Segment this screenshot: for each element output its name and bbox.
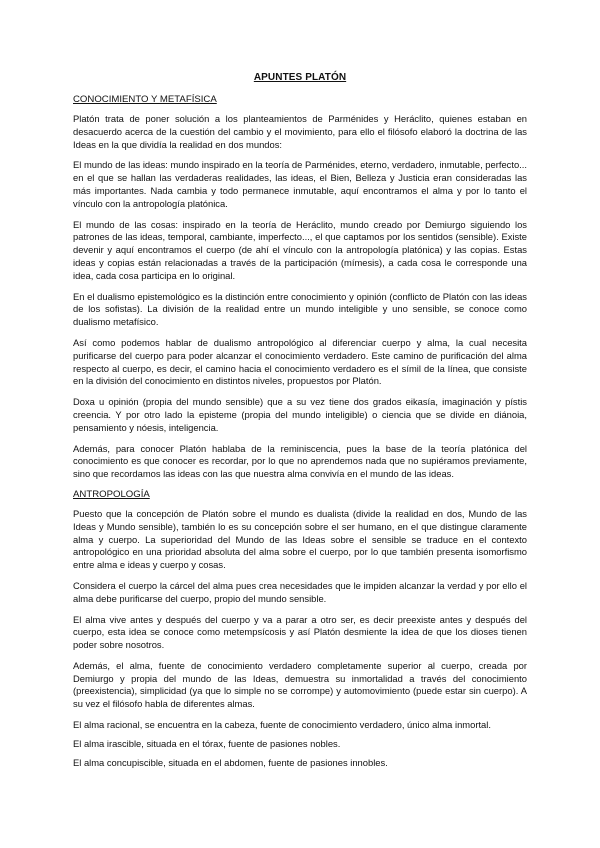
paragraph: El alma racional, se encuentra en la cabeza, fuente de conocimiento verdadero, único alma inmortal. bbox=[73, 719, 491, 731]
paragraph: En el dualismo epistemológico es la distinción entre conocimiento y opinión (conflicto de Platón con las ideas de los sofistas). La división de la realidad entre un mundo inteligible y uno sensible, se conoce como dualismo metafísico. bbox=[73, 290, 527, 328]
paragraph: Platón trata de poner solución a los planteamientos de Parménides y Heráclito, quienes estaban en desacuerdo acerca de la cuestión del cambio y el movimiento, para ello el filósofo elaboró la doctrina de las Ideas en la que dividía la realidad en dos mundos: bbox=[73, 113, 527, 150]
section-heading-antropologia: ANTROPOLOGÍA bbox=[73, 488, 150, 500]
paragraph: El alma vive antes y después del cuerpo y va a parar a otro ser, es decir preexiste antes y después del cuerpo, esta idea se conoce como metempsícosis y así Platón desmiente la idea de que los dioses tienen poder sobre nosotros. bbox=[73, 613, 527, 651]
document-title: APUNTES PLATÓN bbox=[253, 72, 347, 83]
paragraph: Doxa u opinión (propia del mundo sensible) que a su vez tiene dos grados eikasía, imaginación y pístis creencia. Y por otro lado la episteme (propia del mundo inteligible) o ciencia que se divide en diánoia, pensamiento y nóesis, inteligencia. bbox=[73, 396, 527, 433]
paragraph: Además, para conocer Platón hablaba de la reminiscencia, pues la base de la teoría platónica del conocimiento es que conocer es recordar, por lo que no aprendemos nada que no supiéramos previamente, sino que recordamos las ideas con las que nuestra alma convivía en el mundo de las ideas. bbox=[73, 442, 527, 480]
paragraph: El alma irascible, situada en el tórax, fuente de pasiones nobles. bbox=[73, 737, 341, 749]
paragraph: Además, el alma, fuente de conocimiento verdadero completamente superior al cuerpo, creada por Demiurgo y propia del mundo de las Ideas, demuestra su inmortalidad a través del conocimiento (preexistencia), simplicidad (ya que lo simple no se corrompe) y automovimiento (puede estar sin cuerpo). A su vez el filósofo habla de diferentes almas. bbox=[73, 659, 527, 710]
paragraph: Considera el cuerpo la cárcel del alma pues crea necesidades que le impiden alcanzar la verdad y por ello el alma debe purificarse del cuerpo, propio del mundo sensible. bbox=[73, 579, 527, 604]
paragraph: El alma concupiscible, situada en el abdomen, fuente de pasiones innobles. bbox=[73, 756, 388, 768]
section-heading-conocimiento: CONOCIMIENTO Y METAFÍSICA bbox=[73, 94, 217, 105]
paragraph: El mundo de las cosas: inspirado en la teoría de Heráclito, mundo creado por Demiurgo siguiendo los patrones de las ideas, temporal, cambiante, imperfecto..., el que captamos por los sentidos (sensible). Existe devenir y aquí encontramos el cuerpo (de ahí el vínculo con la antropología platónica) y las copias. Estas ideas y copias están relacionadas a través de la participación (mímesis), a cada cosa le corresponde una idea, cada cosa participa en lo original. bbox=[73, 218, 527, 281]
paragraph: Así como podemos hablar de dualismo antropológico al diferenciar cuerpo y alma, la cual necesita purificarse del cuerpo para poder alcanzar el conocimiento verdadero. Este camino de purificación del alma respecto al cuerpo, es decir, el camino hacia el conocimiento verdadero es el símil de la línea, que consiste en la división del conocimiento en distintos niveles, propuestos por Platón. bbox=[73, 336, 527, 387]
paragraph: Puesto que la concepción de Platón sobre el mundo es dualista (divide la realidad en dos, Mundo de las Ideas y Mundo sensible), también lo es su concepción sobre el ser humano, en el que distingue claramente alma y cuerpo. La superioridad del Mundo de las Ideas sobre el sensible se traduce en el contexto antropológico en una prioridad absoluta del alma sobre el cuerpo, por lo que también presenta isomorfismo entre alma e ideas y cuerpo y cosas. bbox=[73, 507, 527, 571]
paragraph: El mundo de las ideas: mundo inspirado en la teoría de Parménides, eterno, verdadero, inmutable, perfecto... en el que se hallan las verdaderas realidades, las ideas, el Bien, Belleza y Justicia eran consideradas las más importantes. Nada cambia y todo permanece inmutable, aquí encontramos el alma y por lo tanto el vínculo con la antropología platónica. bbox=[73, 159, 527, 209]
